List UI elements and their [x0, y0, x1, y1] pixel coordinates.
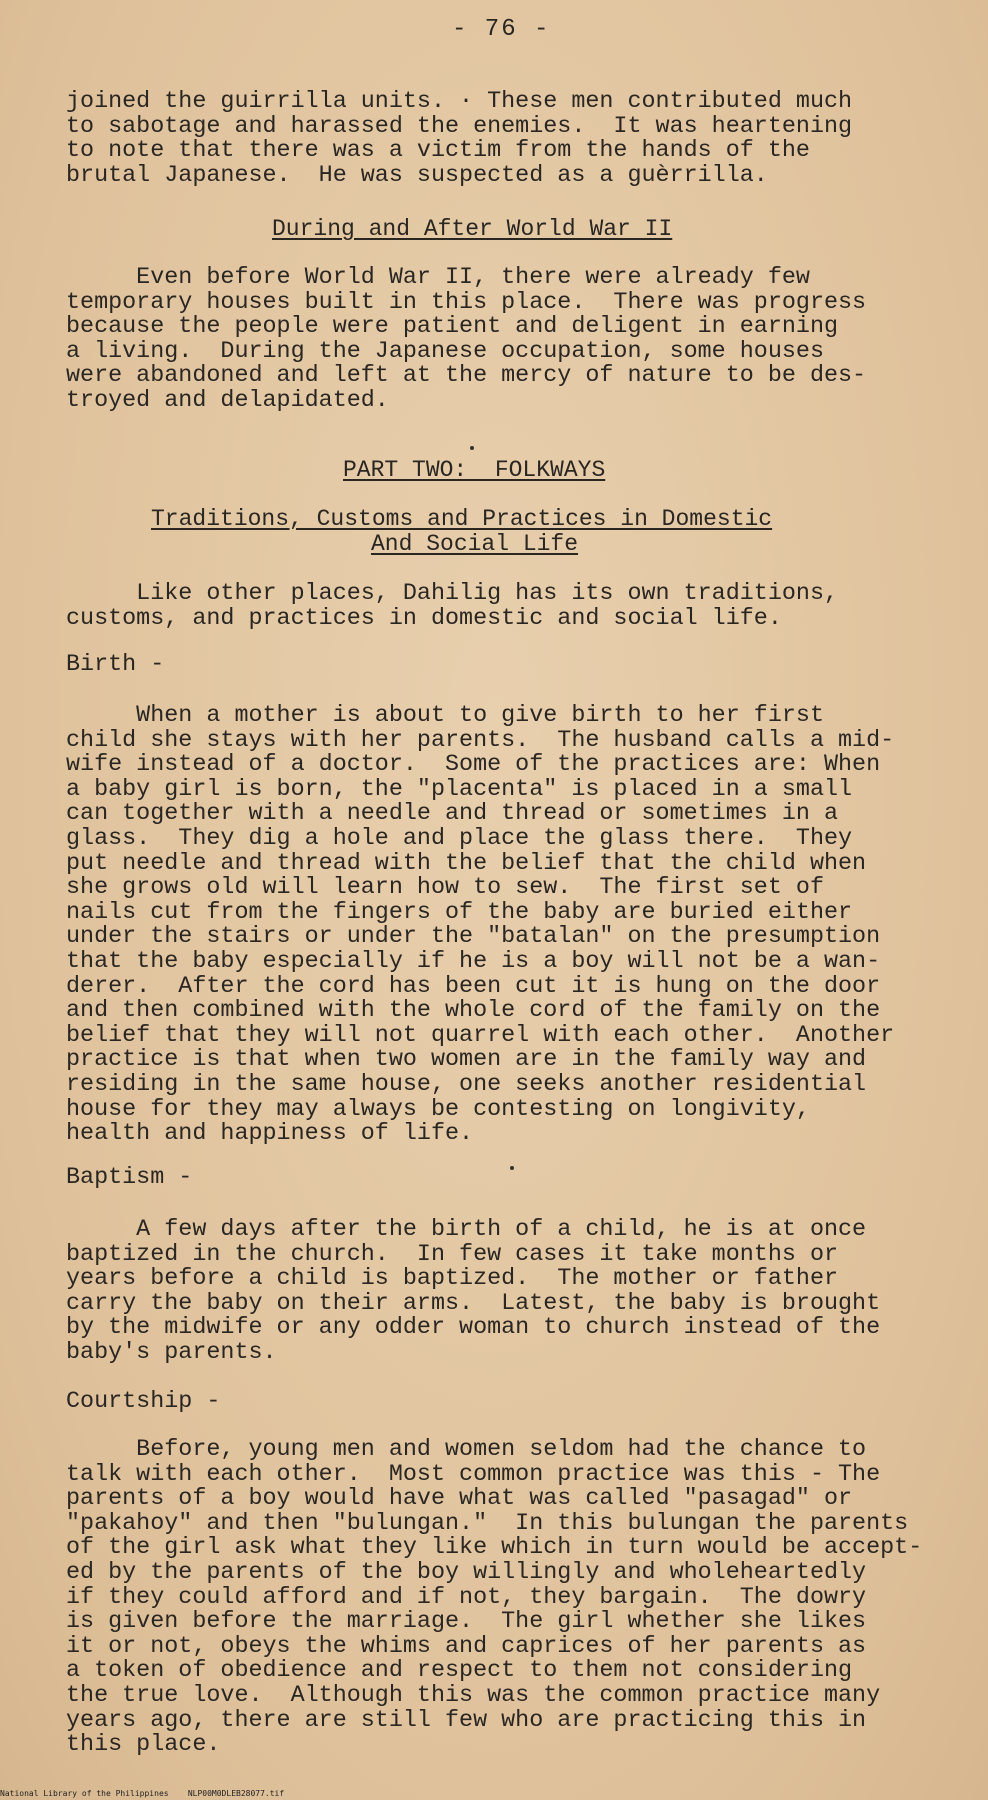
birth-paragraph: When a mother is about to give birth to her first child she stays with her parents. The husband calls a mid- wife instead of a doctor. Some of the practices are: When a baby girl is born, the "placenta" is placed in a small can together with a needle and thread or sometimes in a glass. They dig a hole and place the glass there. They put needle and thread with the belief that the child when she grows old will learn how to sew. The first set of nails cut from the fingers of the baby are buried either under the stairs or under the "batalan" on the presumption that the baby especially if he is a boy will not be a wan- derer. After the cord has been cut it is hung on the door and then combined with the whole cord of the family on the belief that they will not quarrel with each other. Another practice is that when two women are in the family way and residing in the same house, one seeks another residential house for they may always be contesting on longivity, health and happiness of life.	[66, 703, 895, 1148]
ink-dot	[510, 1166, 514, 1170]
courtship-label: Courtship -	[66, 1389, 221, 1415]
part-two-subheading-line2: And Social Life	[371, 531, 579, 557]
ink-dot	[470, 446, 474, 450]
page-number: - 76 -	[452, 16, 551, 43]
archive-footer: National Library of the Philippines NLP00M0DLEB28077.tif	[0, 1789, 285, 1798]
baptism-paragraph: A few days after the birth of a child, he is at once baptized in the church. In few cases it take months or years before a child is baptized. The mother or father carry the baby on their arms. Latest, the baby is brought by the midwife or any odder woman to church instead of the baby's parents.	[66, 1217, 881, 1366]
war-section-heading: During and After World War II	[272, 216, 673, 242]
part-two-intro: Like other places, Dahilig has its own traditions, customs, and practices in domestic and social life.	[66, 581, 839, 632]
baptism-label: Baptism -	[66, 1165, 193, 1191]
intro-paragraph: joined the guirrilla units. · These men contributed much to sabotage and harassed the enemies. It was heartening to note that there was a victim from the hands of the brutal Japanese. He was suspected as a guèrrilla.	[66, 89, 853, 189]
war-section-paragraph: Even before World War II, there were already few temporary houses built in this place. There was progress because the people were patient and deligent in earning a living. During the Japanese occupation, some houses were abandoned and left at the mercy of nature to be des- troyed and delapidated.	[66, 265, 867, 414]
part-two-subheading-line1: Traditions, Customs and Practices in Domestic	[151, 506, 773, 532]
part-two-title: PART TWO: FOLKWAYS	[343, 457, 606, 483]
courtship-paragraph: Before, young men and women seldom had the chance to talk with each other. Most common practice was this - The parents of a boy would have what was called "pasagad" or "pakahoy" and then "bulungan." In this bulungan the parents of the girl ask what they like which in turn would be accept- ed by the parents of the boy willingly and wholeheartedly if they could afford and if not, they bargain. The dowry is given before the marriage. The girl whether she likes it or not, obeys the whims and caprices of her parents as a token of obedience and respect to them not considering the true love. Although this was the common practice many years ago, there are still few who are practicing this in this place.	[66, 1437, 923, 1759]
birth-label: Birth -	[66, 652, 165, 678]
